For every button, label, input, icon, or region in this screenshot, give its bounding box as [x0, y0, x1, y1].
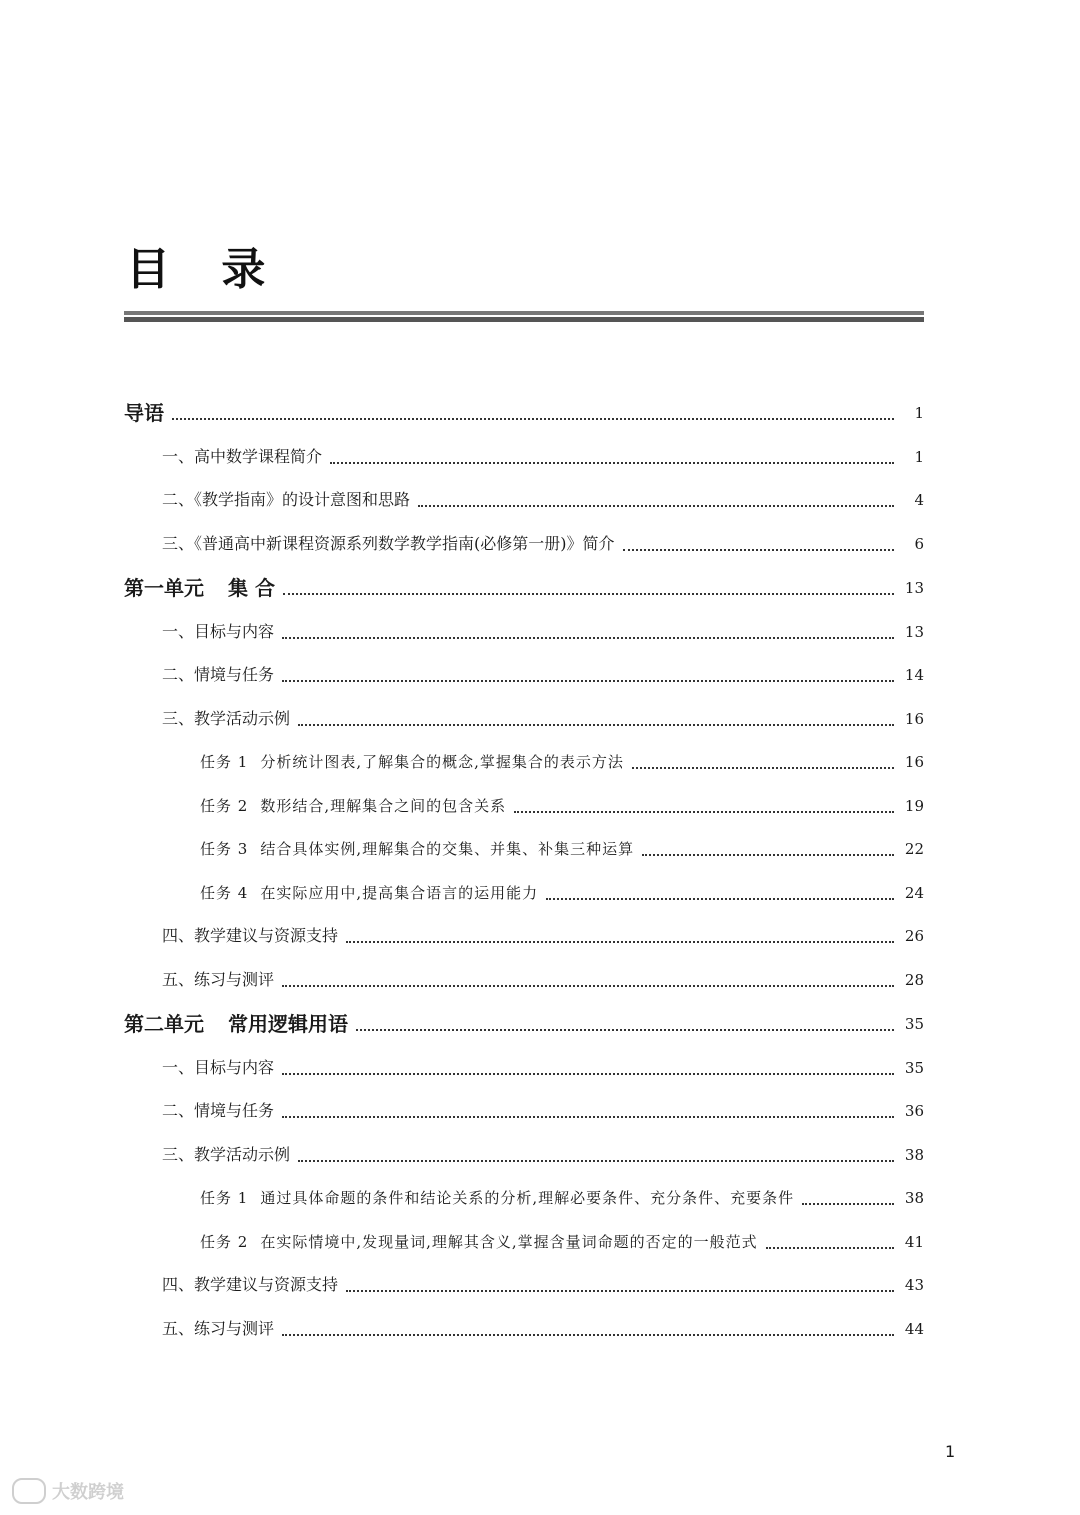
toc-entry[interactable]	[162, 1140, 924, 1170]
toc-entry-title: 四、教学建议与资源支持	[162, 1275, 339, 1294]
toc-entry-label	[200, 878, 538, 908]
toc-entry[interactable]	[162, 1096, 924, 1126]
toc-entry-title: 任务 2	[200, 1233, 249, 1251]
toc-entry-title: 第一单元	[124, 576, 204, 600]
toc-entry-title: 一、目标与内容	[162, 622, 275, 641]
toc-entry[interactable]	[162, 1270, 924, 1300]
toc-page-number: 43	[904, 1276, 924, 1294]
toc-entry[interactable]	[200, 834, 924, 864]
toc-page-number: 36	[904, 1102, 924, 1120]
toc-page-number: 41	[904, 1233, 924, 1251]
dot-leader	[546, 898, 894, 900]
toc-entry-title: 三、《普通高中新课程资源系列数学教学指南(必修第一册)》简介	[162, 534, 615, 553]
toc-entry[interactable]	[200, 878, 924, 908]
toc-entry[interactable]	[200, 791, 924, 821]
toc-page-number: 13	[904, 623, 924, 641]
toc-entry[interactable]	[162, 485, 924, 515]
dot-leader	[346, 941, 894, 943]
toc-entry-title: 二、情境与任务	[162, 1101, 275, 1120]
toc-entry-subtitle: 数形结合,理解集合之间的包含关系	[260, 797, 507, 815]
toc-page-number: 22	[904, 840, 924, 858]
toc-entry-label	[162, 529, 615, 559]
toc-entry-title: 二、情境与任务	[162, 665, 275, 684]
toc-entry-subtitle: 在实际情境中,发现量词,理解其含义,掌握含量词命题的否定的一般范式	[260, 1233, 758, 1251]
dot-leader	[766, 1247, 894, 1249]
toc-entry-subtitle: 通过具体命题的条件和结论关系的分析,理解必要条件、充分条件、充要条件	[260, 1189, 795, 1207]
toc-entry-label	[124, 573, 275, 603]
toc-entry[interactable]	[162, 1314, 924, 1344]
toc-entry-title: 五、练习与测评	[162, 970, 275, 989]
toc-entry[interactable]	[124, 398, 924, 428]
dot-leader	[282, 1116, 894, 1118]
dot-leader	[418, 505, 894, 507]
dot-leader	[330, 462, 894, 464]
toc-entry[interactable]	[162, 704, 924, 734]
watermark-logo-icon	[12, 1478, 46, 1504]
toc-entry-title: 一、目标与内容	[162, 1058, 275, 1077]
dot-leader	[514, 811, 894, 813]
toc-entry-label	[200, 1227, 758, 1257]
dot-leader	[282, 680, 894, 682]
toc-page-number: 14	[904, 666, 924, 684]
toc-page-number: 35	[904, 1059, 924, 1077]
toc-entry-label	[162, 442, 322, 472]
dot-leader	[298, 724, 894, 726]
toc-entry-label	[162, 1140, 290, 1170]
toc-entry-label	[200, 1183, 794, 1213]
toc-entry[interactable]	[200, 747, 924, 777]
toc-page-number: 19	[904, 797, 924, 815]
dot-leader	[346, 1290, 894, 1292]
toc-entry-title: 四、教学建议与资源支持	[162, 926, 339, 945]
toc-page-number: 38	[904, 1146, 924, 1164]
toc-entry-label	[162, 965, 274, 995]
toc-entry-label	[124, 1009, 348, 1039]
dot-leader	[282, 985, 894, 987]
toc-entry-subtitle: 常用逻辑用语	[228, 1012, 348, 1036]
toc-entry-title: 五、练习与测评	[162, 1319, 275, 1338]
toc-entry-title: 二、《教学指南》的设计意图和思路	[162, 490, 411, 509]
toc-entry[interactable]	[124, 573, 924, 603]
toc-entry-subtitle: 在实际应用中,提高集合语言的运用能力	[260, 884, 539, 902]
page-title: 目 录	[126, 244, 284, 295]
toc-entry[interactable]	[162, 921, 924, 951]
toc-entry-title: 第二单元	[124, 1012, 204, 1036]
dot-leader	[282, 1073, 894, 1075]
toc-page-number: 13	[904, 579, 924, 597]
toc-entry-label	[200, 791, 506, 821]
toc-entry-label	[200, 834, 634, 864]
toc-entry-label	[162, 921, 338, 951]
toc-entry[interactable]	[162, 1053, 924, 1083]
toc-page-number: 24	[904, 884, 924, 902]
toc-entry-title: 导语	[124, 401, 164, 425]
toc-entry-subtitle: 集 合	[228, 576, 275, 600]
toc-page-number: 16	[904, 710, 924, 728]
toc-entry-subtitle: 结合具体实例,理解集合的交集、并集、补集三种运算	[260, 840, 635, 858]
toc-entry-title: 任务 3	[200, 840, 249, 858]
toc-entry-title: 任务 1	[200, 1189, 249, 1207]
dot-leader	[283, 593, 894, 595]
toc-page-number: 26	[904, 927, 924, 945]
toc-page-number: 1	[914, 404, 924, 422]
toc-entry-title: 三、教学活动示例	[162, 1145, 291, 1164]
toc-entry[interactable]	[200, 1183, 924, 1213]
dot-leader	[802, 1203, 894, 1205]
toc-entry-label	[200, 747, 624, 777]
dot-leader	[642, 854, 894, 856]
toc-page-number: 1	[914, 448, 924, 466]
toc-entry-label	[162, 617, 274, 647]
toc-entry[interactable]	[162, 529, 924, 559]
toc-page-number: 6	[914, 535, 924, 553]
toc-page-number: 4	[914, 491, 924, 509]
toc-entry-title: 一、高中数学课程简介	[162, 447, 323, 466]
dot-leader	[356, 1029, 894, 1031]
toc-entry-label	[124, 398, 164, 428]
dot-leader	[623, 549, 895, 551]
toc-entry-title: 任务 2	[200, 797, 249, 815]
dot-leader	[282, 637, 894, 639]
toc-page-number: 28	[904, 971, 924, 989]
toc-entry-title: 任务 1	[200, 753, 249, 771]
toc-entry-label	[162, 1270, 338, 1300]
toc-entry-label	[162, 1096, 274, 1126]
toc-page-number: 44	[904, 1320, 924, 1338]
toc-entry-title: 任务 4	[200, 884, 249, 902]
toc-entry-subtitle: 分析统计图表,了解集合的概念,掌握集合的表示方法	[260, 753, 624, 771]
dot-leader	[282, 1334, 894, 1336]
toc-entry[interactable]	[200, 1227, 924, 1257]
dot-leader	[172, 418, 894, 420]
toc-entry[interactable]	[162, 442, 924, 472]
toc-entry-title: 三、教学活动示例	[162, 709, 291, 728]
toc-page-number: 38	[904, 1189, 924, 1207]
toc-entry[interactable]	[162, 660, 924, 690]
watermark	[12, 1478, 124, 1504]
watermark-text: 大数跨境	[52, 1482, 124, 1503]
toc-entry-label	[162, 1053, 274, 1083]
toc-entry[interactable]	[124, 1009, 924, 1039]
toc-page-number: 16	[904, 753, 924, 771]
toc-entry-label	[162, 704, 290, 734]
title-rule-thick	[124, 317, 924, 322]
toc-entry-label	[162, 1314, 274, 1344]
dot-leader	[298, 1160, 894, 1162]
page-number: 1	[945, 1442, 956, 1461]
dot-leader	[632, 767, 894, 769]
title-rule	[124, 311, 924, 315]
toc-entry-label	[162, 485, 410, 515]
toc-entry[interactable]	[162, 965, 924, 995]
toc-page-number: 35	[904, 1015, 924, 1033]
toc-entry[interactable]	[162, 617, 924, 647]
toc-entry-label	[162, 660, 274, 690]
